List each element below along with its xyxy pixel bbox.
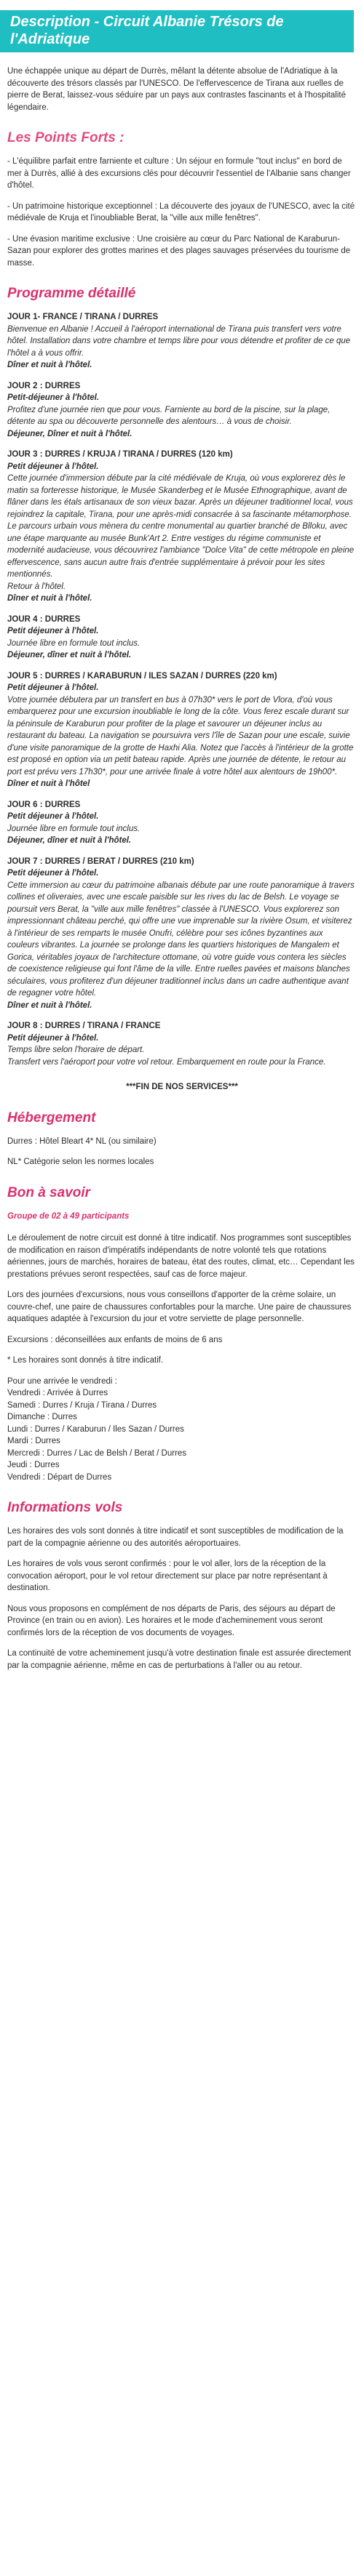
group-size: Groupe de 02 à 49 participants	[7, 1211, 130, 1221]
flight-info-paragraph: Les horaires de vols vous seront confirmés : pour le vol aller, lors de la réception de la convocation aéroport, pour le vol retour directement sur place par notre représentant à destination.	[7, 1560, 328, 1592]
meal-line: Dîner et nuit à l'hôtel	[7, 779, 90, 788]
breakfast-line: Petit-déjeuner à l'hôtel.	[7, 393, 100, 402]
points-heading: Les Points Forts :	[7, 130, 124, 145]
day-section	[7, 856, 357, 1012]
arrival-day: Dimanche : Durres	[7, 1413, 77, 1421]
day-description: Profitez d'une journée rien que pour vous. Farniente au bord de la piscine, sur la plage, détente au spa ou découverte personnelle des alentours… à vous de choisir.	[7, 405, 331, 426]
arrival-day: Jeudi : Durres	[7, 1461, 60, 1469]
day-description: Journée libre en formule tout inclus.	[7, 638, 141, 648]
breakfast-line: Petit déjeuner à l'hôtel.	[7, 869, 99, 878]
flight-info-paragraph: Les horaires des vols sont donnés à titre indicatif et sont susceptibles de modification de la part de la compagnie aérienne ou des autorités aéroportuaires.	[7, 1527, 344, 1548]
days-list	[7, 311, 357, 1068]
breakfast-line: Petit déjeuner à l'hôtel.	[7, 812, 99, 821]
day-title: JOUR 1- FRANCE / TIRANA / DURRES	[7, 313, 159, 321]
day-section	[7, 380, 357, 441]
program-heading: Programme détaillé	[7, 286, 136, 301]
day-description: Journée libre en formule tout inclus.	[7, 824, 141, 833]
day-title: JOUR 3 : DURRES / KRUJA / TIRANA / DURRES (120 km)	[7, 450, 233, 459]
arrival-day: Samedi : Durres / Kruja / Tirana / Durres	[7, 1400, 157, 1410]
day-section	[7, 799, 357, 847]
meal-line: Déjeuner, dîner et nuit à l'hôtel.	[7, 836, 132, 845]
point-item: - L'équilibre parfait entre farniente et culture : Un séjour en formule "tout inclus" en bord de mer à Durrès, allié à des excursions clés pour découvrir l'essentiel de l'Albanie sans changer d'hôtel.	[7, 157, 351, 190]
day-title: JOUR 6 : DURRES	[7, 800, 81, 809]
day-section	[7, 670, 357, 790]
arrival-day: Mardi : Durres	[7, 1437, 60, 1445]
bon-paragraph: * Les horaires sont donnés à titre indicatif.	[7, 1356, 164, 1365]
breakfast-line: Petit déjeuner à l'hôtel.	[7, 627, 99, 635]
hebergement-line: Durres : Hôtel Bleart 4* NL (ou similaire)	[7, 1136, 157, 1146]
flight-info-paragraph: Nous vous proposons en complément de nos départs de Paris, des séjours au départ de Province (en train ou en avion). Les horaires et le mode d'acheminement vous seront confirmés lors de la réception de vos documents de voyages.	[7, 1604, 336, 1637]
meal-line: Dîner et nuit à l'hôtel.	[7, 594, 92, 603]
page-title: Description - Circuit Albanie Trésors de l'Adriatique	[0, 10, 354, 52]
bon-paragraph: Le déroulement de notre circuit est donné à titre indicatif. Nos programmes sont susceptibles de modification en raison d'impératifs indépendants de notre volonté tels que rotations aériennes, jours de marchés, horaires de bateau, état des routes, climat, etc… Cependant les prestations prévues seront respectées, sauf cas de force majeur.	[7, 1234, 355, 1279]
meal-line: Déjeuner, Dîner et nuit à l'hôtel.	[7, 429, 132, 438]
flight-info-heading: Informations vols	[7, 1500, 123, 1515]
bon-paragraph: Lors des journées d'excursions, nous vous conseillons d'apporter de la crème solaire, un couvre-chef, une paire de chaussures confortables pour la marche. Une paire de chaussures aquatiques adaptée à l'excursion du jour et votre serviette de plage personnelle.	[7, 1291, 352, 1323]
day-section	[7, 614, 357, 662]
day-title: JOUR 8 : DURRES / TIRANA / FRANCE	[7, 1022, 161, 1030]
arrival-day: Vendredi : Départ de Durres	[7, 1472, 112, 1482]
day-description: Temps libre selon l'horaire de départ.	[7, 1046, 145, 1054]
arrival-day: Lundi : Durres / Karaburun / Iles Sazan / Durres	[7, 1424, 184, 1434]
hebergement-line: NL* Catégorie selon les normes locales	[7, 1157, 154, 1166]
meal-line: Dîner et nuit à l'hôtel.	[7, 361, 92, 369]
arrivals-block	[7, 1376, 357, 1484]
day-description: Retour à l'hôtel.	[7, 582, 66, 591]
end-of-services: ***FIN DE NOS SERVICES***	[126, 1083, 238, 1091]
point-item: - Un patrimoine historique exceptionnel : La découverte des joyaux de l'UNESCO, avec la cité médiévale de Kruja et l'inoubliable Berat, la "ville aux mille fenêtres".	[7, 201, 355, 222]
day-title: JOUR 7 : DURRES / BERAT / DURRES (210 km)	[7, 856, 194, 866]
bon-a-savoir-heading: Bon à savoir	[7, 1184, 91, 1200]
hebergement-heading: Hébergement	[7, 1110, 96, 1126]
day-description: Votre journée débutera par un transfert en bus à 07h30* vers le port de Vlora, d'où vous embarquerez pour une excursion inoubliable le long de la côte. Vous ferez escale durant sur la péninsule de Karaburun pour profiter de la plage et savourer un déjeuner inclus au restaurant du bateau. La navigation se poursuivra vers l'île de Sazan pour une escale, suivie d'une visite panoramique de la grotte de Haxhi Alia. Notez que l'accès à l'intérieur de la grotte est proposé en option via un petit bateau rapide. Après une journée de détente, le retour au port est prévu vers 17h30*, pour une arrivée finale à votre hôtel aux alentours de 19h00*.	[7, 695, 354, 777]
breakfast-line: Petit déjeuner à l'hôtel.	[7, 1033, 99, 1043]
day-description: Cette immersion au cœur du patrimoine albanais débute par une route panoramique à travers collines et oliveraies, avec une escale paisible sur les rives du lac de Belsh. Le voyage se poursuit vers Berat, la "ville aux mille fenêtres" classée à l'UNESCO. Vous explorerez son impressionnant château perché, qui offre une vue imprenable sur la rivière Osum, et visiterez à l'intérieur de ses remparts le musée Onufri, célèbre pour ses icônes byzantines aux couleurs vibrantes. La journée se prolonge dans les quartiers historiques de Mangalem et Gorica, véritables joyaux de l'architecture ottomane, où votre guide vous contera les siècles de coexistence religieuse qui font l'âme de la ville. Entre ruelles pavées et maisons blanches séculaires, vous profiterez d'un déjeuner traditionnel inclus dans un cadre authentique avant de regagner votre hôtel.	[7, 880, 355, 998]
page	[0, 10, 364, 1709]
bon-paragraph: Excursions : déconseillées aux enfants de moins de 6 ans	[7, 1335, 223, 1344]
day-title: JOUR 4 : DURRES	[7, 614, 81, 624]
arrival-day: Mercredi : Durres / Lac de Belsh / Berat / Durres	[7, 1448, 187, 1458]
arrival-day: Vendredi : Arrivée à Durres	[7, 1389, 108, 1397]
breakfast-line: Petit déjeuner à l'hôtel.	[7, 462, 99, 471]
meal-line: Déjeuner, dîner et nuit à l'hôtel.	[7, 651, 132, 659]
intro-paragraph: Une échappée unique au départ de Durrès, mêlant la détente absolue de l'Adriatique à la découverte des trésors classés par l'UNESCO. De l'effervescence de Tirana aux ruelles de pierre de Berat, laissez-vous séduire par un pays aux contrastes fascinants et à l'hospitalité légendaire.	[7, 67, 346, 112]
content	[0, 65, 364, 1672]
flight-info-paragraph: La continuité de votre acheminement jusqu'à votre destination finale est assurée directement par la compagnie aérienne, même en cas de perturbations à l'aller ou au retour.	[7, 1649, 352, 1670]
breakfast-line: Petit déjeuner à l'hôtel.	[7, 683, 99, 692]
day-section	[7, 449, 357, 605]
day-title: JOUR 2 : DURRES	[7, 381, 81, 390]
arrivals-intro: Pour une arrivée le vendredi :	[7, 1376, 117, 1386]
day-title: JOUR 5 : DURRES / KARABURUN / ILES SAZAN / DURRES (220 km)	[7, 671, 277, 681]
point-item: - Une évasion maritime exclusive : Une croisière au cœur du Parc National de Karaburun-Sazan pour explorer des grottes marines et des plages sauvages préservées du tourisme de masse.	[7, 234, 351, 268]
day-description: Bienvenue en Albanie ! Accueil à l'aéroport international de Tirana puis transfert vers votre hôtel. Installation dans votre chambre et temps libre pour vous détendre et profiter de ce que l'hôtel a à vous offrir.	[7, 324, 351, 358]
day-section	[7, 311, 357, 372]
meal-line: Dîner et nuit à l'hôtel.	[7, 1000, 92, 1010]
day-description: Cette journée d'immersion débute par la cité médiévale de Kruja, où vous explorerez dès le matin sa forteresse historique, le Musée Skanderbeg et le Musée Ethnographique, avant de flâner dans les étals artisanaux de son vieux bazar. Après un déjeuner traditionnel local, vous rejoindrez la capitale, Tirana, pour une après-midi consacrée à sa fascinante métamorphose. Le parcours urbain vous mènera du centre monumental au quartier branché de Blloku, avec une étape marquante au musée Bunk'Art 2. Entre vestiges du régime communiste et modernité audacieuse, vous découvrirez l'ambiance "Dolce Vita" de cette métropole en pleine effervescence, sans aucun autre frais d'entrée supplémentaire à prévoir pour les sites mentionnés.	[7, 474, 355, 579]
day-section	[7, 1020, 357, 1068]
day-description: Transfert vers l'aéroport pour votre vol retour. Embarquement en route pour la France.	[7, 1057, 326, 1067]
